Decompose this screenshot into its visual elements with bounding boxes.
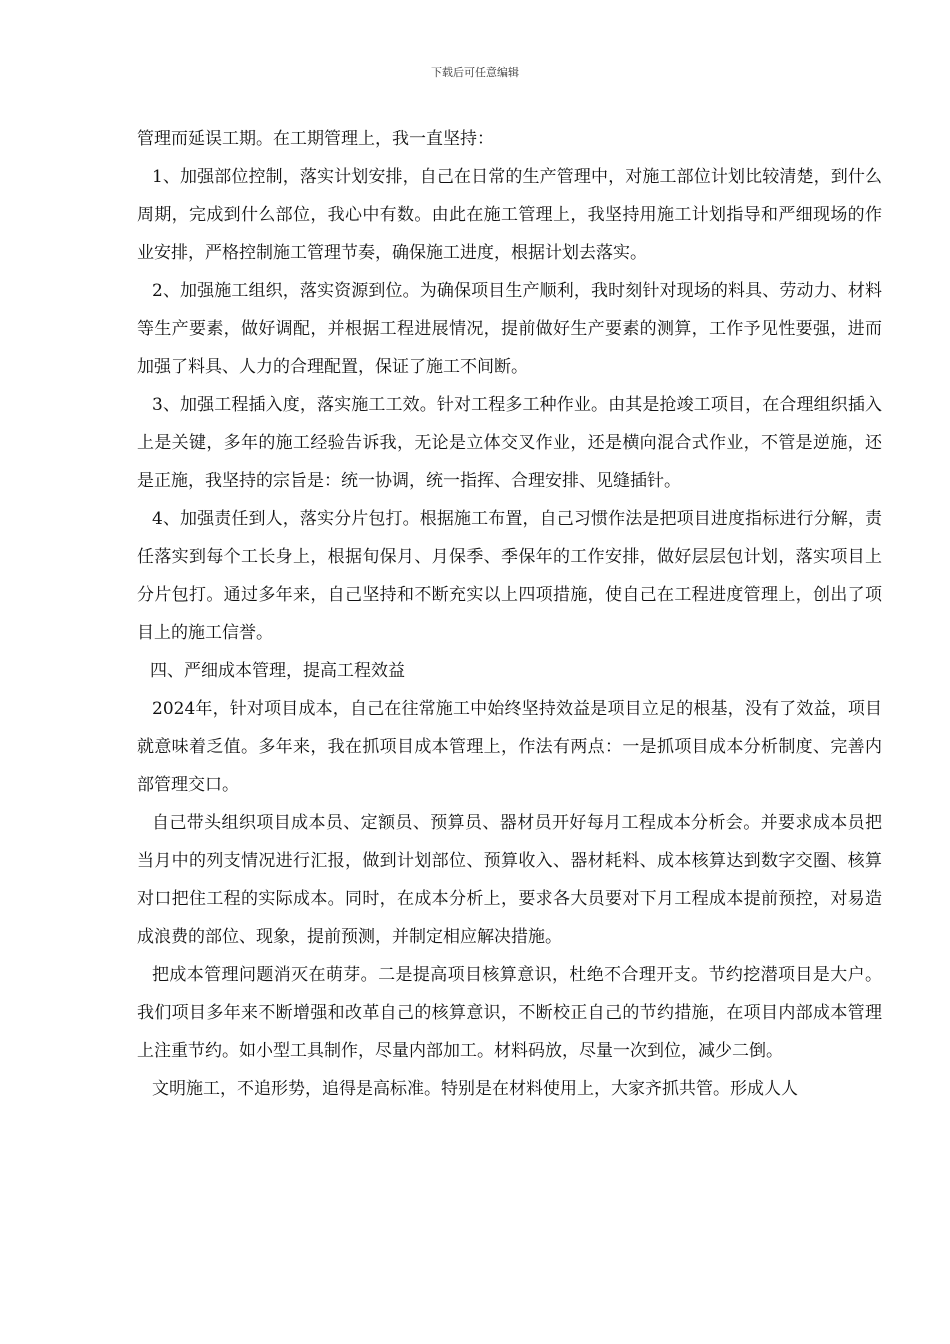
paragraph-cost-intro: 2024年，针对项目成本，自己在往常施工中始终坚持效益是项目立足的根基，没有了效益，项目就意味着乏值。多年来，我在抓项目成本管理上，作法有两点：一是抓项目成本分析制度、完善内部管理交口。	[137, 699, 882, 795]
paragraph-cost-analysis: 自己带头组织项目成本员、定额员、预算员、器材员开好每月工程成本分析会。并要求成本员把当月中的列支情况进行汇报，做到计划部位、预算收入、器材耗料、成本核算达到数字交圈、核算对口把住工程的实际成本。同时，在成本分析上，要求各大员要对下月工程成本提前预控，对易造成浪费的部位、现象，提前预测，并制定相应解决措施。	[137, 813, 882, 947]
paragraph-continuation: 管理而延误工期。在工期管理上，我一直坚持：	[137, 129, 494, 149]
paragraph-item-1: 1、加强部位控制，落实计划安排，自己在日常的生产管理中，对施工部位计划比较清楚，到什么周期，完成到什么部位，我心中有数。由此在施工管理上，我坚持用施工计划指导和严细现场的作业安排，严格控制施工管理节奏，确保施工进度，根据计划去落实。	[137, 167, 882, 263]
section-heading: 四、严细成本管理，提高工程效益	[150, 661, 405, 681]
page-header: 下载后可任意编辑	[431, 66, 519, 79]
paragraph-item-2: 2、加强施工组织，落实资源到位。为确保项目生产顺利，我时刻针对现场的料具、劳动力、材料等生产要素，做好调配，并根据工程进展情况，提前做好生产要素的测算，工作予见性要强，进而加强了料具、人力的合理配置，保证了施工不间断。	[137, 281, 882, 377]
paragraph-cost-awareness: 把成本管理问题消灭在萌芽。二是提高项目核算意识，杜绝不合理开支。节约挖潜项目是大户。我们项目多年来不断增强和改革自己的核算意识，不断校正自己的节约措施，在项目内部成本管理上注重节约。如小型工具制作，尽量内部加工。材料码放，尽量一次到位，减少二倒。	[137, 965, 882, 1061]
paragraph-item-3: 3、加强工程插入度，落实施工工效。针对工程多工种作业。由其是抢竣工项目，在合理组织插入上是关键，多年的施工经验告诉我，无论是立体交叉作业，还是横向混合式作业，不管是逆施，还是正施，我坚持的宗旨是：统一协调，统一指挥、合理安排、见缝插针。	[137, 395, 882, 491]
paragraph-item-4: 4、加强责任到人，落实分片包打。根据施工布置，自己习惯作法是把项目进度指标进行分解，责任落实到每个工长身上，根据旬保月、月保季、季保年的工作安排，做好层层包计划，落实项目上分片包打。通过多年来，自己坚持和不断充实以上四项措施，使自己在工程进度管理上，创出了项目上的施工信誉。	[137, 509, 882, 643]
paragraph-civilized-construction: 文明施工，不追形势，追得是高标准。特别是在材料使用上，大家齐抓共管。形成人人	[152, 1079, 798, 1099]
document-body	[137, 120, 882, 1108]
